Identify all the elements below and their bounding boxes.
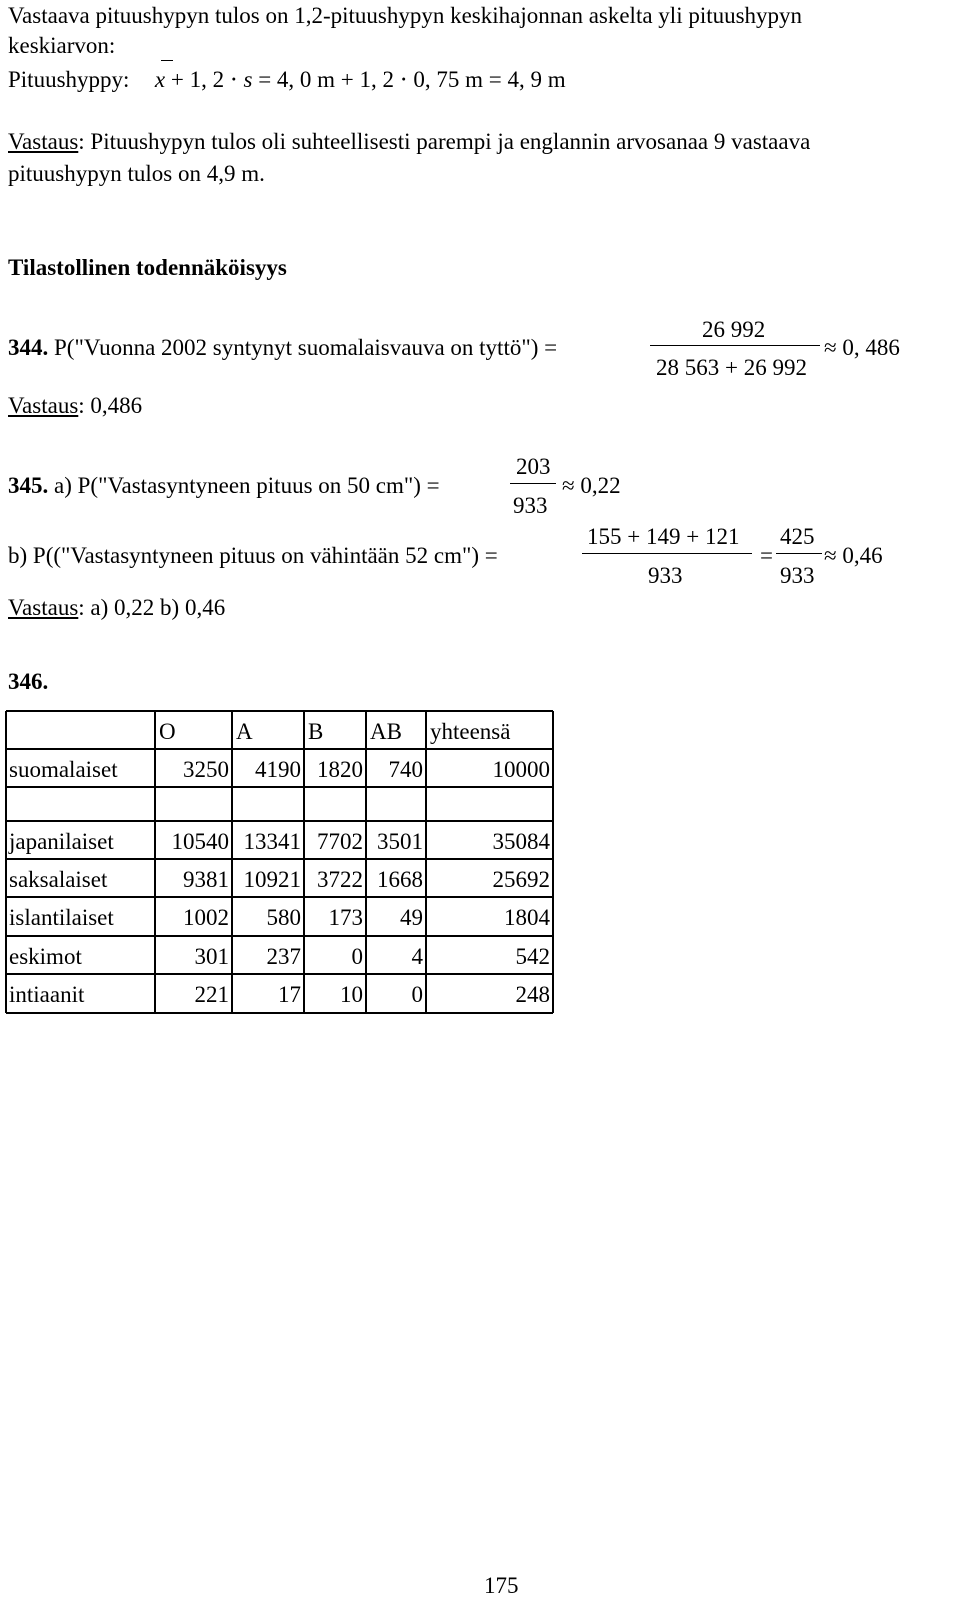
- problem-345b-equals: =: [760, 543, 773, 568]
- table-346-cell: 17: [278, 982, 301, 1007]
- problem-345b-fraction-bar: [582, 553, 752, 554]
- x-bar-overline: [161, 60, 173, 61]
- table-346-cell: 542: [515, 944, 550, 969]
- table-346-cell: 10921: [243, 867, 301, 892]
- intro-line-2: keskiarvon:: [8, 33, 116, 58]
- problem-344-numerator: 26 992: [702, 317, 766, 342]
- formula-part-1: + 1, 2 ⋅: [170, 67, 244, 92]
- table-346-header-0: O: [159, 719, 176, 744]
- problem-345a-result: ≈ 0,22: [562, 473, 621, 498]
- table-346-cell: 10540: [171, 829, 229, 854]
- formula-part-2: = 4, 0 m + 1, 2 ⋅ 0, 75 m = 4, 9 m: [258, 67, 566, 92]
- table-346-cell: 173: [328, 905, 363, 930]
- problem-345-number: 345.: [8, 473, 49, 498]
- problem-345b-numerator: 155 + 149 + 121: [587, 524, 740, 549]
- table-346-row-label: intiaanit: [9, 982, 85, 1007]
- table-346-cell: 1668: [377, 867, 423, 892]
- intro-line-1: Vastaava pituushypyn tulos on 1,2-pituushypyn keskihajonnan askelta yli pituushypyn: [8, 3, 803, 28]
- table-346-cell: 3722: [317, 867, 363, 892]
- table-346-header-3: AB: [370, 719, 402, 744]
- problem-344-denominator: 28 563 + 26 992: [656, 355, 807, 380]
- answer-text-1: : Pituushypyn tulos oli suhteellisesti parempi ja englannin arvosanaa 9 vastaava: [78, 129, 811, 154]
- problem-345-answer: [8, 596, 225, 619]
- problem-345a-fraction-bar: [510, 483, 556, 484]
- problem-344-result: ≈ 0, 486: [824, 335, 900, 360]
- table-346-header-4: yhteensä: [430, 719, 511, 744]
- problem-345a-denominator: 933: [513, 493, 548, 518]
- table-346-row-label: suomalaiset: [9, 757, 118, 782]
- table-346-cell: 35084: [492, 829, 550, 854]
- table-346-row-label: saksalaiset: [9, 867, 108, 892]
- problem-344-answer: [8, 394, 142, 417]
- problem-344-answer-label: Vastaus: [8, 393, 79, 418]
- table-346-cell: 237: [266, 944, 301, 969]
- section-title: Tilastollinen todennäköisyys: [8, 255, 287, 280]
- problem-345a-text: a) P("Vastasyntyneen pituus on 50 cm") =: [48, 473, 440, 498]
- table-346-cell: 3501: [377, 829, 423, 854]
- problem-344-fraction-bar: [650, 345, 820, 346]
- table-346-cell: 1804: [504, 905, 550, 930]
- table-346-cell: 248: [515, 982, 550, 1007]
- formula-var-x: x: [154, 67, 166, 92]
- table-346-cell: 1820: [317, 757, 363, 782]
- answer-intro-line-2: pituushypyn tulos on 4,9 m.: [8, 161, 265, 186]
- answer-label: Vastaus: [8, 129, 79, 154]
- problem-345b-numerator-2: 425: [780, 524, 815, 549]
- table-346-row-label: eskimot: [9, 944, 82, 969]
- problem-346-number: 346.: [8, 669, 49, 694]
- problem-344-number: 344.: [8, 335, 49, 360]
- formula-label: Pituushyppy:: [8, 67, 130, 92]
- table-346-cell: 49: [400, 905, 423, 930]
- problem-345-answer-label: Vastaus: [8, 595, 79, 620]
- answer-intro-line-1: [8, 130, 810, 153]
- problem-345b-result: ≈ 0,46: [824, 543, 883, 568]
- problem-345b-fraction-bar-2: [776, 553, 822, 554]
- table-346-cell: 3250: [183, 757, 229, 782]
- problem-344-text: P("Vuonna 2002 syntynyt suomalaisvauva on tyttö") =: [48, 335, 558, 360]
- problem-344-line: [8, 336, 557, 359]
- table-346-row-label: japanilaiset: [9, 829, 114, 854]
- table-346-cell: 4190: [255, 757, 301, 782]
- formula-line: [8, 68, 566, 91]
- table-346-cell: 1002: [183, 905, 229, 930]
- table-346-cell: 0: [411, 982, 423, 1007]
- problem-345a-line: [8, 474, 440, 497]
- problem-345-answer-text: : a) 0,22 b) 0,46: [78, 595, 226, 620]
- problem-345b-denominator: 933: [648, 563, 683, 588]
- table-346-cell: 7702: [317, 829, 363, 854]
- table-346-cell: 221: [194, 982, 229, 1007]
- table-346-header-2: B: [308, 719, 324, 744]
- table-346-cell: 0: [351, 944, 363, 969]
- table-346-header-1: A: [236, 719, 253, 744]
- table-346-cell: 740: [388, 757, 423, 782]
- problem-345b-line: b) P(("Vastasyntyneen pituus on vähintään 52 cm") =: [8, 543, 498, 568]
- table-346-cell: 4: [411, 944, 423, 969]
- page-number: 175: [484, 1573, 519, 1598]
- problem-345b-denominator-2: 933: [780, 563, 815, 588]
- formula-var-s: s: [243, 67, 253, 92]
- problem-345a-numerator: 203: [516, 454, 551, 479]
- table-346-cell: 9381: [183, 867, 229, 892]
- table-346-row-label: islantilaiset: [9, 905, 114, 930]
- table-346-cell: 13341: [243, 829, 301, 854]
- table-346-cell: 10000: [492, 757, 550, 782]
- table-346-cell: 301: [194, 944, 229, 969]
- problem-344-answer-text: : 0,486: [78, 393, 143, 418]
- table-346-cell: 580: [266, 905, 301, 930]
- table-346-cell: 25692: [492, 867, 550, 892]
- table-346-cell: 10: [340, 982, 363, 1007]
